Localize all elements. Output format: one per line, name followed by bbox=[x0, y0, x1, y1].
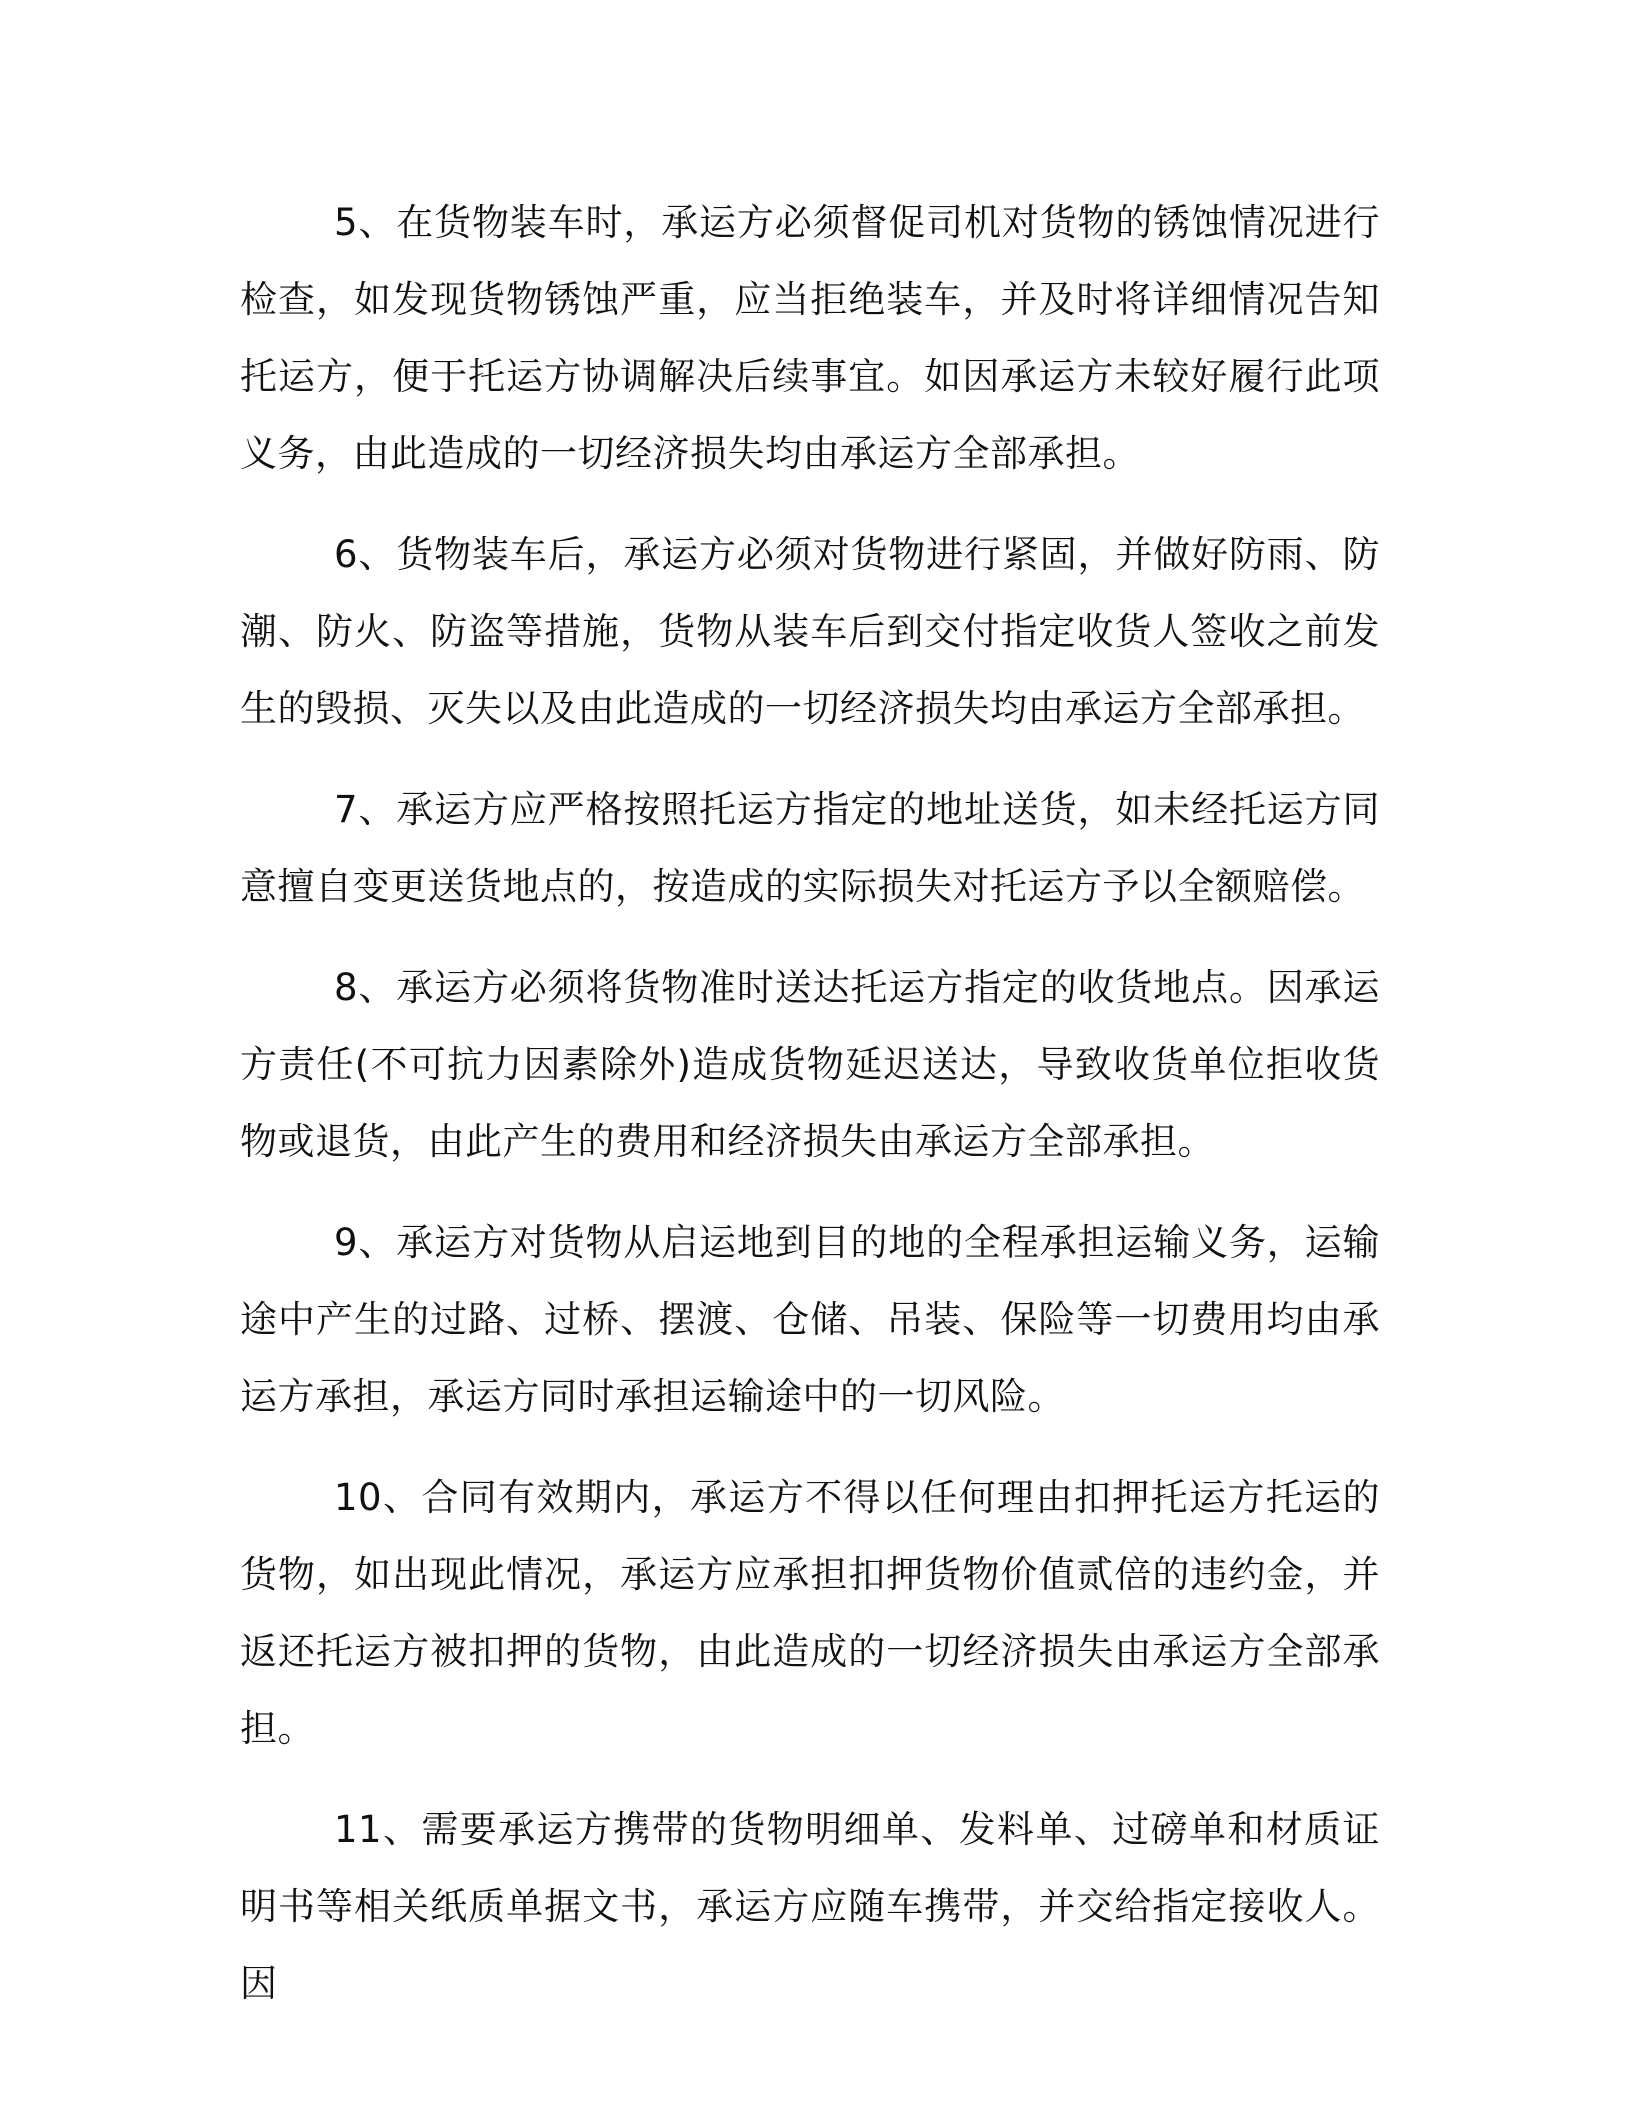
clause-6-paragraph: 6、货物装车后，承运方必须对货物进行紧固，并做好防雨、防潮、防火、防盗等措施，货物从装车后到交付指定收货人签收之前发生的毁损、灭失以及由此造成的一切经济损失均由承运方全部承担。 bbox=[240, 533, 1380, 730]
clause-11-paragraph: 11、需要承运方携带的货物明细单、发料单、过磅单和材质证明书等相关纸质单据文书，承运方应随车携带，并交给指定接收人。因 bbox=[240, 1808, 1380, 2005]
clause-7-paragraph: 7、承运方应严格按照托运方指定的地址送货，如未经托运方同意擅自变更送货地点的，按造成的实际损失对托运方予以全额赔偿。 bbox=[240, 788, 1380, 908]
clause-8-paragraph: 8、承运方必须将货物准时送达托运方指定的收货地点。因承运方责任(不可抗力因素除外)造成货物延迟送达，导致收货单位拒收货物或退货，由此产生的费用和经济损失由承运方全部承担。 bbox=[240, 966, 1380, 1163]
clause-10-paragraph: 10、合同有效期内，承运方不得以任何理由扣押托运方托运的货物，如出现此情况，承运方应承担扣押货物价值贰倍的违约金，并返还托运方被扣押的货物，由此造成的一切经济损失由承运方全部承担。 bbox=[240, 1476, 1380, 1750]
document-body bbox=[240, 184, 1380, 2046]
clause-5-paragraph: 5、在货物装车时，承运方必须督促司机对货物的锈蚀情况进行检查，如发现货物锈蚀严重，应当拒绝装车，并及时将详细情况告知托运方，便于托运方协调解决后续事宜。如因承运方未较好履行此项义务，由此造成的一切经济损失均由承运方全部承担。 bbox=[240, 201, 1380, 475]
clause-9-paragraph: 9、承运方对货物从启运地到目的地的全程承担运输义务，运输途中产生的过路、过桥、摆渡、仓储、吊装、保险等一切费用均由承运方承担，承运方同时承担运输途中的一切风险。 bbox=[240, 1221, 1380, 1418]
